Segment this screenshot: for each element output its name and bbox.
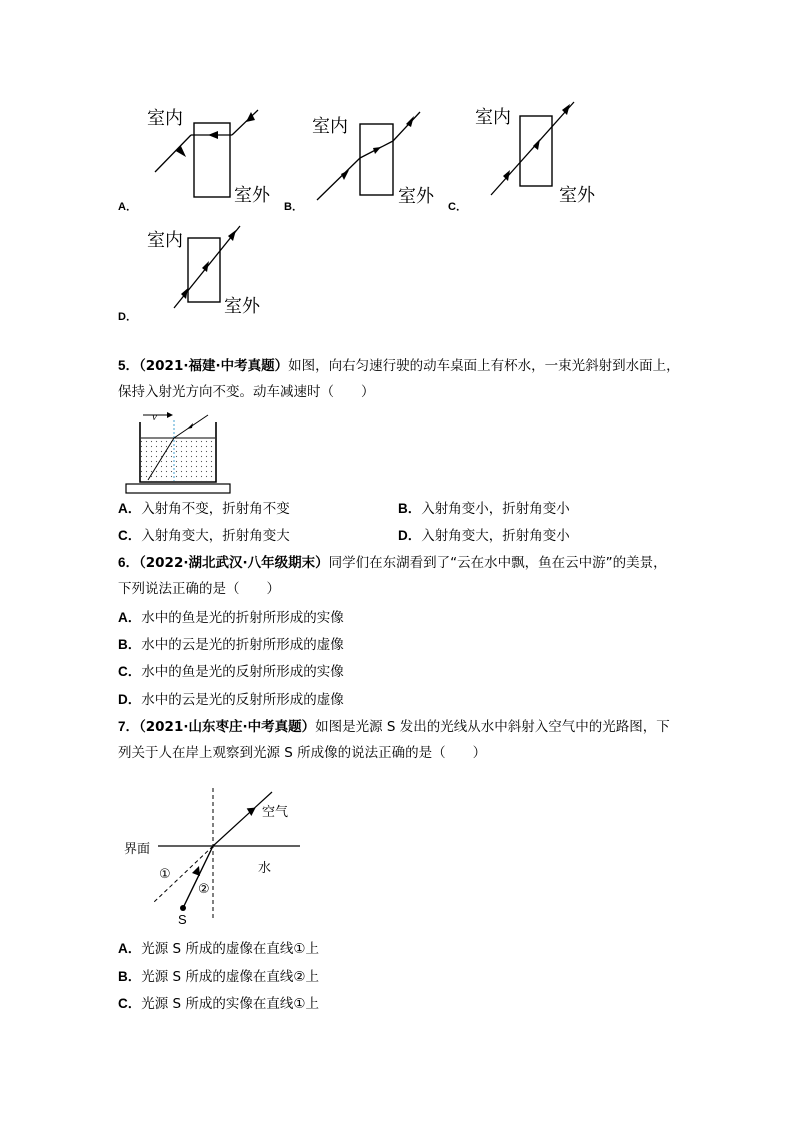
indoor-label: 室内 xyxy=(147,108,183,129)
source-label: S xyxy=(178,912,187,927)
question-number: 7． xyxy=(118,719,140,734)
question-stem: 同学们在东湖看到了“云在水中飘，鱼在云中游”的美景， xyxy=(328,555,667,571)
option-letter: C． xyxy=(448,201,467,213)
option-text: 水中的鱼是光的反射所形成的实像 xyxy=(141,664,344,680)
air-label: 空气 xyxy=(262,805,289,820)
indoor-label: 室内 xyxy=(147,230,183,251)
option-letter: C． xyxy=(118,996,142,1011)
option-letter: A． xyxy=(118,941,142,956)
option-text: 入射角变小，折射角变小 xyxy=(421,501,570,517)
water-label: 水 xyxy=(258,861,272,876)
option-text: 入射角不变，折射角不变 xyxy=(141,501,290,517)
q5-stem-line2: 保持入射光方向不变。动车减速时（ ） xyxy=(118,384,375,400)
option-text: 光源 S 所成的虚像在直线②上 xyxy=(141,969,320,985)
option-letter: B． xyxy=(398,501,422,516)
outdoor-label: 室外 xyxy=(224,296,260,317)
option-letter: A． xyxy=(118,501,142,516)
velocity-label: v xyxy=(152,411,157,423)
option-letter: D． xyxy=(118,311,137,323)
option-text: 水中的鱼是光的折射所形成的实像 xyxy=(141,610,344,626)
q7-option-c[interactable] xyxy=(118,997,319,1012)
option-text: 水中的云是光的折射所形成的虚像 xyxy=(141,637,344,653)
question-source: （2021·山东枣庄·中考真题） xyxy=(139,719,316,735)
option-letter: C． xyxy=(118,528,142,543)
q7-option-b[interactable] xyxy=(118,970,319,985)
option-text: 光源 S 所成的实像在直线①上 xyxy=(141,996,320,1012)
question-stem: 如图是光源 S 发出的光线从水中斜射入空气中的光路图，下 xyxy=(315,719,670,735)
question-number: 6． xyxy=(118,555,140,570)
q7-stem-line2: 列关于人在岸上观察到光源 S 所成像的说法正确的是（ ） xyxy=(118,745,487,761)
question-source: （2022·湖北武汉·八年级期末） xyxy=(139,555,329,571)
option-text: 入射角变大，折射角变大 xyxy=(141,528,290,544)
option-letter: C． xyxy=(118,664,142,679)
outdoor-label: 室外 xyxy=(559,185,595,206)
option-text: 光源 S 所成的虚像在直线①上 xyxy=(141,941,320,957)
question-number: 5． xyxy=(118,358,140,373)
option-letter: D． xyxy=(398,528,422,543)
indoor-label: 室内 xyxy=(312,116,348,137)
option-text: 入射角变大，折射角变小 xyxy=(421,528,570,544)
option-letter: D． xyxy=(118,692,142,707)
question-stem: 如图，向右匀速行驶的动车桌面上有杯水，一束光斜射到水面上， xyxy=(288,358,680,374)
line-2-label: ② xyxy=(198,882,210,897)
q7-option-a[interactable] xyxy=(118,942,319,957)
option-letter: A． xyxy=(118,201,137,213)
outdoor-label: 室外 xyxy=(234,185,270,206)
option-letter: B． xyxy=(118,969,142,984)
line-1-label: ① xyxy=(159,867,171,882)
option-text: 水中的云是光的反射所形成的虚像 xyxy=(141,692,344,708)
option-letter: A． xyxy=(118,610,142,625)
question-source: （2021·福建·中考真题） xyxy=(139,358,289,374)
q6-stem-line2: 下列说法正确的是（ ） xyxy=(118,581,280,597)
option-letter: B． xyxy=(118,637,142,652)
outdoor-label: 室外 xyxy=(398,186,434,207)
indoor-label: 室内 xyxy=(475,107,511,128)
option-letter: B． xyxy=(284,201,303,213)
interface-label: 界面 xyxy=(124,842,151,857)
